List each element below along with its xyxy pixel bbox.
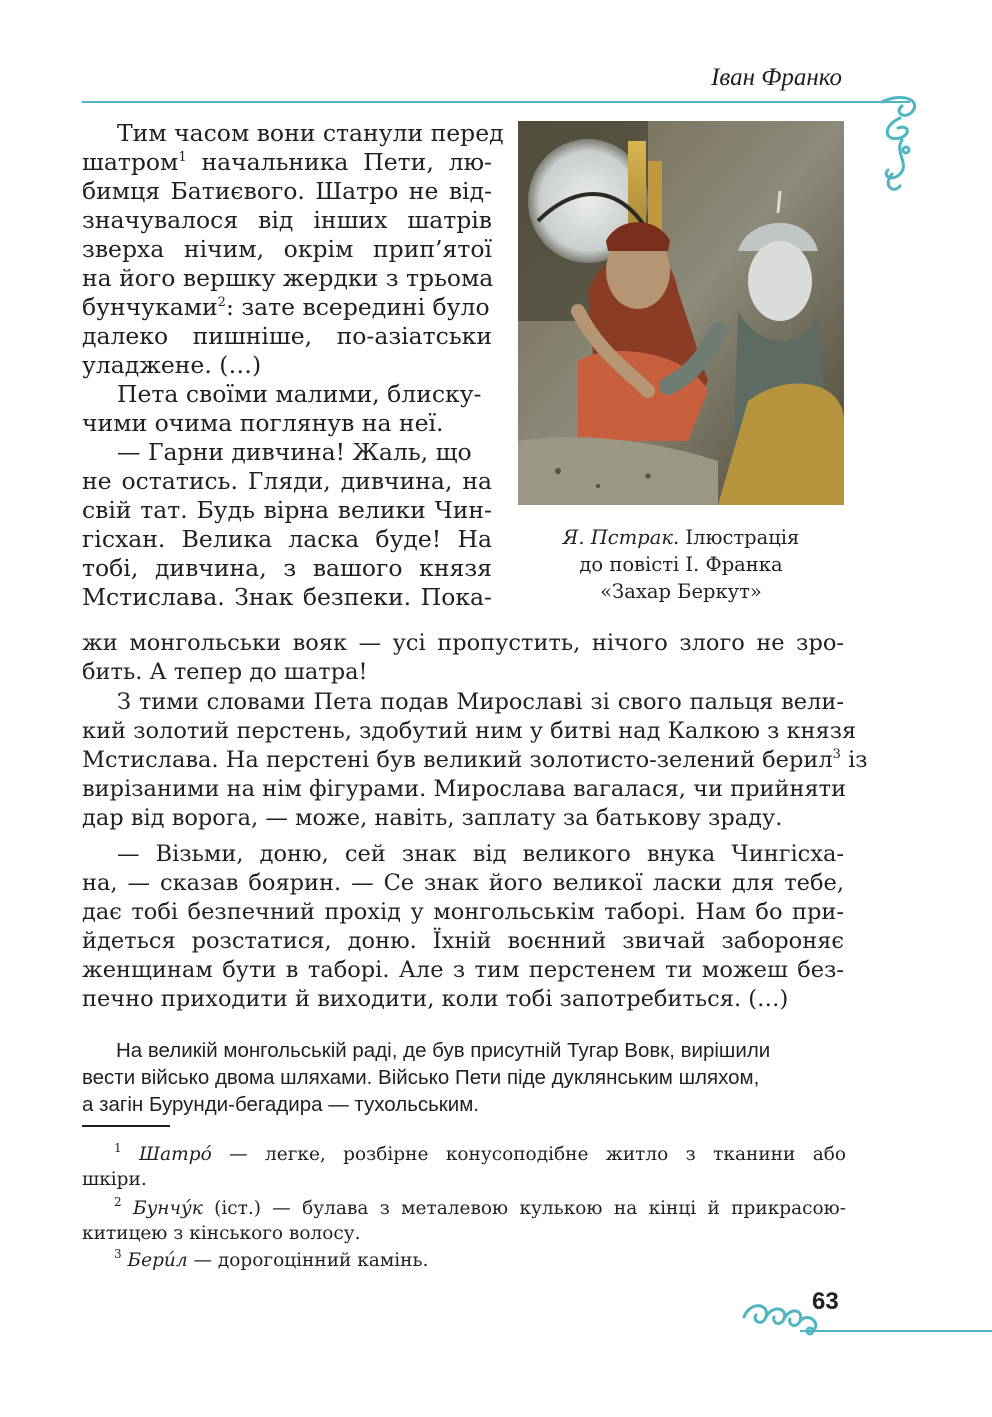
text-line: Пета своїми малими, блиску-: [117, 380, 482, 408]
text-line: печно приходити й виходити, коли тобі запотребиться. (…): [82, 986, 789, 1012]
text-line: — Візьми, доню, сей знак від великого внука Чингісха-: [117, 841, 844, 867]
caption-line-3: «Захар Беркут»: [600, 580, 762, 603]
text-line: — Гарни дивчина! Жаль, що: [117, 438, 472, 466]
caption-line-1: [518, 524, 844, 551]
footnote-ref: 3: [832, 747, 841, 762]
footnote-ref: 2: [217, 295, 226, 310]
text-line: тобі, дивчина, з вашого князя: [82, 554, 492, 582]
text-line: далеко пишніше, по-азіатськи: [82, 322, 492, 350]
summary-line: вести військо двома шляхами. Військо Пети піде дуклянським шляхом,: [82, 1066, 760, 1089]
text-line: на його вершку жердки з трьома: [82, 264, 494, 292]
text-line: вирізаними на нім фігурами. Мирослава вагалася, чи прийняти: [82, 776, 847, 802]
text-line: Тим часом вони станули перед: [117, 119, 504, 147]
swirl-ornament-bottom: [740, 1295, 992, 1345]
text-line: йдеться розстатися, доню. Їхній воєнний звичай забороняє: [82, 928, 844, 954]
summary-line: а загін Бурунди-бегадира — тухольським.: [82, 1093, 480, 1116]
footnote-rule: [82, 1125, 170, 1127]
swirl-ornament-top: [872, 90, 932, 200]
text-line: бить. А тепер до шатра!: [82, 659, 368, 685]
text-line: свій тат. Будь вірна велики Чин-: [82, 496, 492, 524]
text-line: дає тобі безпечний прохід у монгольськім таборі. Нам бо при-: [82, 899, 844, 925]
text-line: Мстислава. На перстені був великий золотисто-зелений берил$^3$ із: [82, 747, 868, 773]
footnote-ref: 1: [178, 150, 187, 165]
illustration-painting: [518, 121, 844, 505]
caption-line-2: до повісті І. Франка: [579, 553, 783, 576]
text-line: кий золотий перстень, здобутий ним у битві над Калкою з князя: [82, 718, 857, 744]
illustration-caption: [518, 524, 844, 605]
text-line: дар від ворога, — може, навіть, заплату за батькову зраду.: [82, 805, 783, 831]
footnote-1: $^1$ Шатро́ — легке, розбірне конусоподібне житло з тканини або: [114, 1141, 847, 1165]
page-number: 63: [812, 1288, 839, 1315]
caption-artist: Я. Пстрак.: [562, 526, 680, 549]
footnote-1-cont: шкіри.: [82, 1169, 147, 1190]
text-line: на, — сказав боярин. — Се знак його великої ласки для тебе,: [82, 870, 844, 896]
text-line: женщинам бути в таборі. Але з тим перстенем ти можеш без-: [82, 957, 844, 983]
text-line: зверха нічим, окрім прип’ятої: [82, 235, 492, 263]
summary-line: На великій монгольській раді, де був присутній Тугар Вовк, вирішили: [116, 1039, 771, 1062]
footnote-2-cont: китицею з кінського волосу.: [82, 1223, 361, 1244]
text-line: не остатись. Гляди, дивчина, на: [82, 467, 492, 495]
text-line: Мстислава. Знак безпеки. Пока-: [82, 583, 492, 611]
text-line: чими очима поглянув на неї.: [82, 409, 444, 437]
text-line: бимця Батиєвого. Шатро не від-: [82, 177, 492, 205]
text-line: уладжене. (…): [82, 351, 262, 379]
footnote-2: $^2$ Бунчу́к (іст.) — булава з металевою кулькою на кінці й прикрасою-: [114, 1195, 846, 1219]
header-rule: [82, 101, 910, 103]
text-line: гісхан. Велика ласка буде! На: [82, 525, 492, 553]
text-line: З тими словами Пета подав Мирославі зі свого пальця вели-: [117, 689, 844, 715]
text-line: значувалося від інших шатрів: [82, 206, 492, 234]
caption-title: Ілюстрація: [679, 526, 800, 549]
running-header-author: Іван Франко: [711, 64, 842, 91]
text-line: жи монгольськи вояк — усі пропустить, нічого злого не зро-: [82, 630, 844, 656]
text-line: бунчуками$^2$: зате всередині було: [82, 293, 490, 321]
footnote-3: $^3$ Бери́л — дорогоцінний камінь.: [114, 1247, 429, 1271]
text-line: шатром$^1$ начальника Пети, лю-: [82, 148, 492, 176]
